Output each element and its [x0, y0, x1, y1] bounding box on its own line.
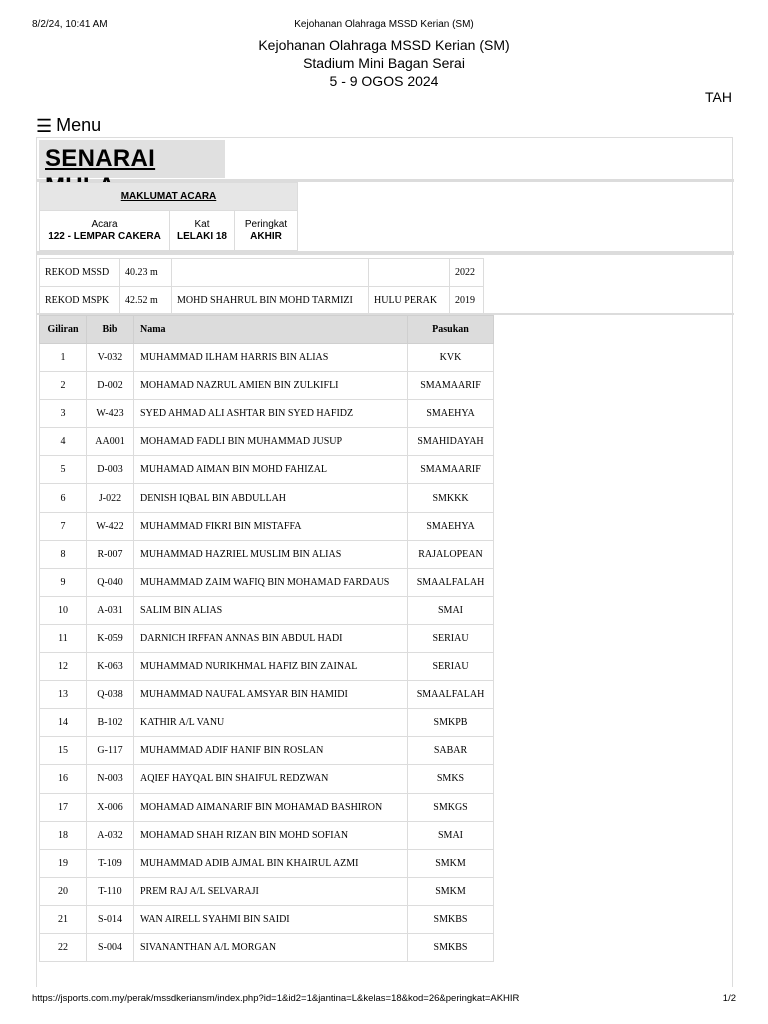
section-title-box [39, 140, 225, 178]
peringkat-label: Peringkat [244, 218, 288, 230]
row-nama: AQIEF HAYQAL BIN SHAIFUL REDZWAN [134, 765, 408, 793]
hamburger-menu-icon: ☰ [36, 115, 53, 136]
table-row [40, 737, 494, 765]
row-bib: W-422 [87, 512, 134, 540]
row-pasukan: SMKM [408, 877, 494, 905]
row-giliran: 3 [40, 400, 87, 428]
row-bib: G-117 [87, 737, 134, 765]
row-giliran: 22 [40, 933, 87, 961]
table-row [40, 793, 494, 821]
row-pasukan: SMAEHYA [408, 512, 494, 540]
row-bib: Q-038 [87, 681, 134, 709]
event-acara-cell [40, 211, 170, 251]
row-bib: R-007 [87, 540, 134, 568]
record-holder: MOHD SHAHRUL BIN MOHD TARMIZI [172, 287, 369, 315]
row-nama: MUHAMAD AIMAN BIN MOHD FAHIZAL [134, 456, 408, 484]
row-giliran: 9 [40, 568, 87, 596]
column-header-giliran: Giliran [40, 316, 87, 344]
row-bib: T-110 [87, 877, 134, 905]
row-nama: MOHAMAD NAZRUL AMIEN BIN ZULKIFLI [134, 372, 408, 400]
row-giliran: 2 [40, 372, 87, 400]
row-pasukan: SMAHIDAYAH [408, 428, 494, 456]
row-giliran: 10 [40, 596, 87, 624]
table-row [40, 540, 494, 568]
row-nama: SYED AHMAD ALI ASHTAR BIN SYED HAFIDZ [134, 400, 408, 428]
table-row [40, 653, 494, 681]
record-label: REKOD MSPK [40, 287, 120, 315]
event-header [0, 36, 768, 90]
row-bib: D-002 [87, 372, 134, 400]
row-bib: K-063 [87, 653, 134, 681]
row-nama: MOHAMAD FADLI BIN MUHAMMAD JUSUP [134, 428, 408, 456]
row-bib: X-006 [87, 793, 134, 821]
table-row [40, 821, 494, 849]
row-bib: Q-040 [87, 568, 134, 596]
start-list-header-row [40, 316, 494, 344]
menu-label: Menu [56, 115, 102, 135]
record-value: 42.52 m [120, 287, 172, 315]
row-nama: MUHAMMAD HAZRIEL MUSLIM BIN ALIAS [134, 540, 408, 568]
row-giliran: 11 [40, 624, 87, 652]
table-row [40, 484, 494, 512]
row-pasukan: SABAR [408, 737, 494, 765]
table-row [40, 765, 494, 793]
row-giliran: 6 [40, 484, 87, 512]
row-pasukan: SMAMAARIF [408, 372, 494, 400]
row-nama: MUHAMMAD ZAIM WAFIQ BIN MOHAMAD FARDAUS [134, 568, 408, 596]
row-bib: AA001 [87, 428, 134, 456]
event-dates: 5 - 9 OGOS 2024 [329, 73, 439, 89]
record-team [369, 259, 450, 287]
column-header-bib: Bib [87, 316, 134, 344]
print-datetime: 8/2/24, 10:41 AM [32, 19, 108, 30]
column-header-nama: Nama [134, 316, 408, 344]
record-holder [172, 259, 369, 287]
row-pasukan: KVK [408, 344, 494, 372]
table-row [40, 905, 494, 933]
print-header [32, 19, 736, 33]
print-page-title: Kejohanan Olahraga MSSD Kerian (SM) [294, 19, 474, 30]
peringkat-value: AKHIR [250, 230, 282, 242]
kat-label: Kat [194, 218, 210, 230]
record-value: 40.23 m [120, 259, 172, 287]
table-row [40, 709, 494, 737]
row-pasukan: SMKBS [408, 905, 494, 933]
row-giliran: 7 [40, 512, 87, 540]
section-title-row [37, 138, 734, 182]
row-nama: DARNICH IRFFAN ANNAS BIN ABDUL HADI [134, 624, 408, 652]
print-url: https://jsports.com.my/perak/mssdkeriansm/index.php?id=1&id2=1&jantina=L&kelas=18&kod=26&peringkat=AKHIR [32, 993, 520, 1004]
event-info-heading: MAKLUMAT ACARA [40, 183, 298, 211]
table-row [40, 512, 494, 540]
tah-label: TAH [705, 89, 732, 105]
event-info-table [39, 182, 298, 251]
row-pasukan: SMKM [408, 849, 494, 877]
print-page-number: 1/2 [722, 993, 736, 1004]
table-row [40, 624, 494, 652]
row-giliran: 13 [40, 681, 87, 709]
row-pasukan: RAJALOPEAN [408, 540, 494, 568]
kat-value: LELAKI 18 [176, 230, 227, 242]
row-pasukan: SMKGS [408, 793, 494, 821]
row-bib: B-102 [87, 709, 134, 737]
start-list-table [39, 315, 494, 962]
table-row [40, 428, 494, 456]
row-nama: SALIM BIN ALIAS [134, 596, 408, 624]
start-list-panel [36, 137, 733, 987]
row-nama: MOHAMAD AIMANARIF BIN MOHAMAD BASHIRON [134, 793, 408, 821]
table-row [40, 849, 494, 877]
table-row [40, 456, 494, 484]
table-row [40, 344, 494, 372]
row-nama: MUHAMMAD NAUFAL AMSYAR BIN HAMIDI [134, 681, 408, 709]
row-giliran: 18 [40, 821, 87, 849]
row-giliran: 14 [40, 709, 87, 737]
acara-label: Acara [91, 218, 118, 230]
row-pasukan: SMAI [408, 596, 494, 624]
row-giliran: 19 [40, 849, 87, 877]
table-row [40, 400, 494, 428]
row-pasukan: SMKPB [408, 709, 494, 737]
record-row [40, 259, 484, 287]
row-bib: A-032 [87, 821, 134, 849]
record-year: 2019 [450, 287, 484, 315]
row-bib: V-032 [87, 344, 134, 372]
row-giliran: 15 [40, 737, 87, 765]
row-nama: MUHAMMAD ADIF HANIF BIN ROSLAN [134, 737, 408, 765]
row-giliran: 4 [40, 428, 87, 456]
row-nama: MUHAMMAD NURIKHMAL HAFIZ BIN ZAINAL [134, 653, 408, 681]
row-bib: W-423 [87, 400, 134, 428]
row-pasukan: SERIAU [408, 653, 494, 681]
records-table [39, 258, 484, 315]
row-pasukan: SMKS [408, 765, 494, 793]
row-nama: KATHIR A/L VANU [134, 709, 408, 737]
row-nama: PREM RAJ A/L SELVARAJI [134, 877, 408, 905]
row-giliran: 5 [40, 456, 87, 484]
row-pasukan: SMAALFALAH [408, 568, 494, 596]
record-row [40, 287, 484, 315]
event-peringkat-cell [235, 211, 298, 251]
separator [37, 251, 734, 257]
row-nama: MUHAMMAD ADIB AJMAL BIN KHAIRUL AZMI [134, 849, 408, 877]
row-bib: D-003 [87, 456, 134, 484]
row-bib: S-014 [87, 905, 134, 933]
table-row [40, 596, 494, 624]
row-giliran: 12 [40, 653, 87, 681]
row-nama: MOHAMAD SHAH RIZAN BIN MOHD SOFIAN [134, 821, 408, 849]
row-pasukan: SMAEHYA [408, 400, 494, 428]
row-giliran: 8 [40, 540, 87, 568]
row-bib: K-059 [87, 624, 134, 652]
row-nama: MUHAMMAD ILHAM HARRIS BIN ALIAS [134, 344, 408, 372]
table-row [40, 877, 494, 905]
row-nama: DENISH IQBAL BIN ABDULLAH [134, 484, 408, 512]
table-row [40, 933, 494, 961]
column-header-pasukan: Pasukan [408, 316, 494, 344]
event-kat-cell [170, 211, 235, 251]
record-year: 2022 [450, 259, 484, 287]
row-giliran: 17 [40, 793, 87, 821]
row-nama: WAN AIRELL SYAHMI BIN SAIDI [134, 905, 408, 933]
row-giliran: 16 [40, 765, 87, 793]
row-bib: A-031 [87, 596, 134, 624]
row-pasukan: SMAMAARIF [408, 456, 494, 484]
row-giliran: 20 [40, 877, 87, 905]
row-nama: SIVANANTHAN A/L MORGAN [134, 933, 408, 961]
table-row [40, 681, 494, 709]
row-nama: MUHAMMAD FIKRI BIN MISTAFFA [134, 512, 408, 540]
row-giliran: 21 [40, 905, 87, 933]
row-pasukan: SMKKK [408, 484, 494, 512]
row-pasukan: SMKBS [408, 933, 494, 961]
acara-value: 122 - LEMPAR CAKERA [48, 230, 161, 242]
row-bib: T-109 [87, 849, 134, 877]
row-bib: J-022 [87, 484, 134, 512]
row-pasukan: SMAALFALAH [408, 681, 494, 709]
record-label: REKOD MSSD [40, 259, 120, 287]
row-pasukan: SMAI [408, 821, 494, 849]
menu-button[interactable] [36, 115, 101, 136]
row-giliran: 1 [40, 344, 87, 372]
section-title: SENARAI [45, 145, 156, 172]
table-row [40, 568, 494, 596]
row-bib: N-003 [87, 765, 134, 793]
event-venue: Stadium Mini Bagan Serai [303, 55, 465, 71]
record-team: HULU PERAK [369, 287, 450, 315]
row-pasukan: SERIAU [408, 624, 494, 652]
table-row [40, 372, 494, 400]
row-bib: S-004 [87, 933, 134, 961]
event-name: Kejohanan Olahraga MSSD Kerian (SM) [258, 37, 510, 53]
